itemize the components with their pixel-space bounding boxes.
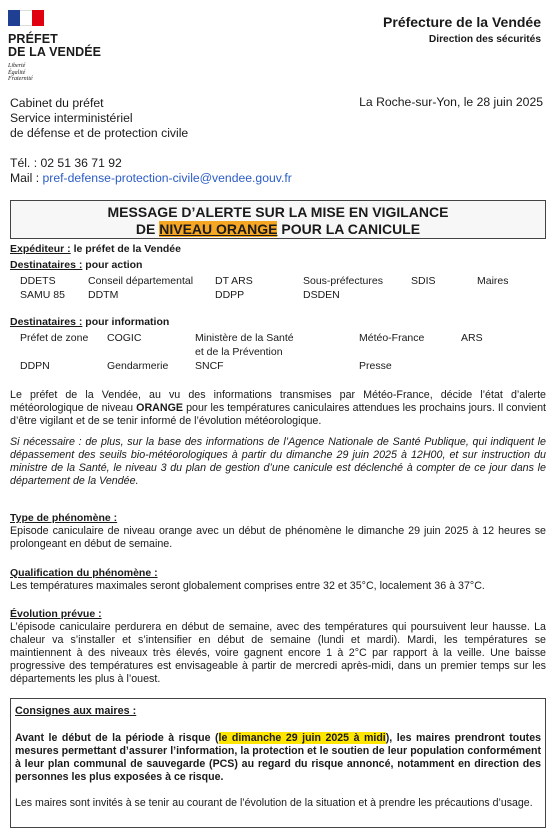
dest-info-item: Ministère de la Santé	[195, 332, 294, 344]
alert-title-box	[10, 200, 546, 239]
consignes-paragraph-1	[15, 732, 541, 784]
dest-info-label: Destinataires :	[10, 316, 83, 328]
expediteur-value: le préfet de la Vendée	[70, 243, 181, 255]
qualif-title: Qualification du phénomène :	[10, 567, 158, 579]
dest-action-item: Sous-préfectures	[303, 275, 383, 287]
consignes-paragraph-2: Les maires sont invités à se tenir au courant de l’évolution de la situation et à prendre les précautions d’usage.	[15, 797, 533, 809]
alert-line2-post: POUR LA CANICULE	[277, 221, 421, 237]
motto-egalite: Égalité	[8, 69, 26, 76]
mail-link[interactable]: pref-defense-protection-civile@vendee.gouv.fr	[42, 171, 292, 185]
dest-info-item: Météo-France	[359, 332, 425, 344]
dest-info-item: COGIC	[107, 332, 142, 344]
sender-line-3: de défense et de protection civile	[10, 126, 189, 140]
expediteur-label: Expéditeur :	[10, 243, 71, 255]
dest-info-item: Préfet de zone	[20, 332, 89, 344]
type-title: Type de phénomène :	[10, 512, 118, 524]
mail-line	[10, 171, 292, 186]
sender-line-2: Service interministériel	[10, 111, 133, 125]
dest-info-item: Gendarmerie	[107, 360, 169, 372]
evolution-title: Évolution prévue :	[10, 608, 102, 620]
dest-info-item: DDPN	[20, 360, 50, 372]
prefecture-title: Préfecture de la Vendée	[383, 14, 541, 30]
dest-action-item: DDETS	[20, 275, 56, 287]
date-highlight: le dimanche 29 juin 2025 à midi	[218, 732, 386, 744]
dest-info-item: Presse	[359, 360, 392, 372]
alert-title-line-1: MESSAGE D’ALERTE SUR LA MISE EN VIGILANCE	[107, 204, 449, 220]
intro-pre: Le préfet de la Vendée, au vu des informations transmises par Météo-France, décide l’état d’alerte météorologique de niveau	[10, 389, 546, 414]
flag-blue-stripe	[8, 10, 20, 26]
dest-action-label: Destinataires :	[10, 259, 83, 271]
type-text: Episode caniculaire de niveau orange avec un début de phénomène le dimanche 29 juin 2025 à 12 heures se prolongeant en début de semaine.	[10, 525, 546, 550]
consignes-title: Consignes aux maires :	[15, 705, 137, 717]
dest-action-item: DDPP	[215, 289, 245, 301]
si-necessaire-paragraph: Si nécessaire : de plus, sur la base des informations de l’Agence Nationale de Santé Publique, qui indiquent le dépassement des seuils bio-météorologiques à partir du dimanche 29 juin 2025 à 12H00, et sur instruction du ministre de la Santé, le niveau 3 du plan de gestion d’une canicule est déclenché à compter de ce jour dans le département de la Vendée.	[10, 436, 546, 487]
flag-white-stripe	[20, 10, 32, 26]
dest-action-item: DDTM	[88, 289, 119, 301]
dest-action-suffix: pour action	[82, 259, 143, 271]
dest-action-heading	[10, 259, 142, 271]
phone-number: Tél. : 02 51 36 71 92	[10, 156, 122, 170]
sender-line-1: Cabinet du préfet	[10, 96, 104, 110]
flag-red-stripe	[32, 10, 44, 26]
orange-level-highlight: NIVEAU ORANGE	[159, 221, 278, 237]
dest-action-item: DSDEN	[303, 289, 340, 301]
motto-fraternite: Fraternité	[8, 76, 33, 82]
logo-line-2: DE LA VENDÉE	[8, 45, 102, 59]
motto-liberte: Liberté	[8, 63, 26, 69]
dest-info-item: SNCF	[195, 360, 224, 372]
consignes-p1-post: ), les maires prendront toutes mesures permettant d’assurer l’information, la protection et le soutien de leur population conformément à leur plan communal de sauvegarde (PCS) au regard du risque annoncé, notamment en direction des personnes les plus exposées à ce risque.	[15, 732, 541, 783]
direction-subtitle: Direction des sécurités	[428, 34, 541, 45]
intro-paragraph	[10, 389, 546, 428]
dest-info-heading	[10, 316, 169, 328]
expediteur-line	[10, 243, 181, 255]
dest-info-item-cont: et de la Prévention	[195, 346, 283, 358]
dest-action-item: SAMU 85	[20, 289, 65, 301]
dest-action-item: Conseil départemental	[88, 275, 194, 287]
alert-line2-pre: DE	[135, 221, 160, 237]
consignes-p1-pre: Avant le début de la période à risque (	[15, 732, 219, 744]
place-date: La Roche-sur-Yon, le 28 juin 2025	[359, 95, 543, 109]
dest-info-suffix: pour information	[82, 316, 170, 328]
alert-title-line-2	[11, 221, 545, 237]
intro-orange: ORANGE	[136, 402, 184, 414]
qualif-text: Les températures maximales seront globalement comprises entre 32 et 35°C, localement 36 à 37°C.	[10, 580, 485, 592]
dest-action-item: Maires	[477, 275, 509, 287]
mail-label: Mail :	[10, 171, 43, 185]
french-flag-icon	[8, 10, 44, 26]
evolution-text: L’épisode caniculaire perdurera en début de semaine, avec des températures qui poursuivent leur hausse. La chaleur va s’installer et s’intensifier en début de semaine (lundi et mardi). Mardi, les températures se maintiennent à des niveaux très élevés, voire gagnent encore 1 à 2°C par rapport à la veille. Une baisse progressive des températures est envisageable à partir de mercredi après-midi, dans un premier temps sur les départements les plus à l’ouest.	[10, 621, 546, 685]
dest-info-item: ARS	[461, 332, 483, 344]
logo-line-1: PRÉFET	[8, 32, 58, 46]
dest-action-item: DT ARS	[215, 275, 253, 287]
intro-post: pour les températures caniculaires attendues les prochains jours. Il convient d’être vigilant et de se tenir informé de l’évolution météorologique.	[10, 402, 546, 427]
dest-action-item: SDIS	[411, 275, 436, 287]
consignes-box	[10, 698, 546, 828]
